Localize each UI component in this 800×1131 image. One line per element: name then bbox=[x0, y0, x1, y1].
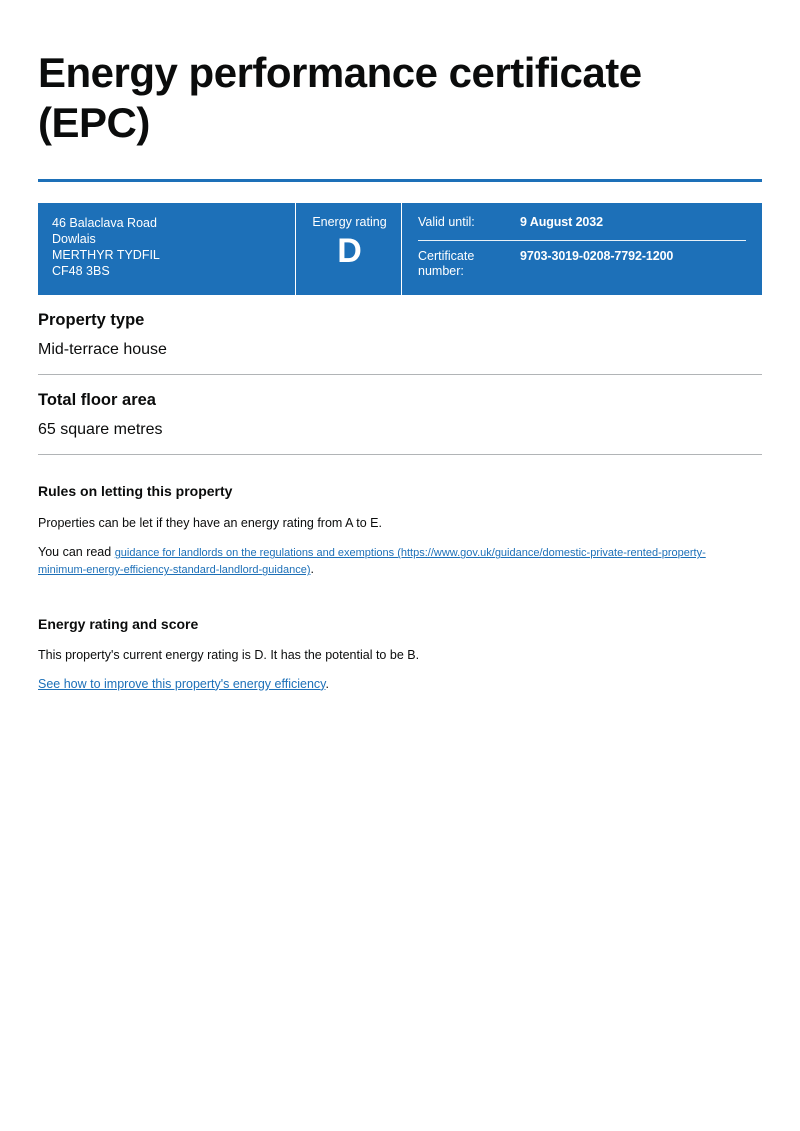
certificate-number-value: 9703-3019-0208-7792-1200 bbox=[520, 248, 674, 263]
energy-rating-section-paragraph: This property's current energy rating is D. It has the potential to be B. bbox=[38, 647, 420, 662]
valid-until-row bbox=[418, 215, 746, 231]
fact-total-floor-area bbox=[38, 375, 762, 455]
total-floor-area-value: 65 square metres bbox=[38, 420, 163, 438]
improve-efficiency-link[interactable]: See how to improve this property's energy efficiency bbox=[38, 676, 326, 691]
improve-suffix: . bbox=[325, 676, 329, 691]
section-energy-rating-and-score bbox=[38, 590, 762, 693]
energy-rating-block bbox=[296, 203, 402, 295]
improve-efficiency-paragraph bbox=[38, 676, 738, 693]
certificate-number-label: Certificate number: bbox=[418, 248, 475, 279]
letting-rules-paragraph: Properties can be let if they have an energy rating from A to E. bbox=[38, 516, 382, 531]
certificate-number-row bbox=[418, 249, 746, 280]
total-floor-area-heading: Total floor area bbox=[38, 390, 156, 409]
address-postcode: CF48 3BS bbox=[52, 264, 110, 279]
meta-divider bbox=[418, 240, 746, 241]
fact-property-type bbox=[38, 295, 762, 375]
address-line-3: MERTHYR TYDFIL bbox=[52, 248, 160, 263]
letting-rules-guidance bbox=[38, 544, 738, 578]
energy-rating-value: D bbox=[337, 232, 362, 271]
address-line-1: 46 Balaclava Road bbox=[52, 216, 157, 231]
valid-until-label: Valid until: bbox=[418, 215, 475, 230]
property-address bbox=[38, 203, 296, 295]
page-title: Energy performance certificate (EPC) bbox=[38, 49, 642, 146]
property-type-heading: Property type bbox=[38, 311, 145, 330]
guidance-prefix: You can read bbox=[38, 545, 115, 560]
property-type-value: Mid-terrace house bbox=[38, 340, 167, 358]
title-divider bbox=[38, 179, 762, 182]
epc-summary-banner bbox=[38, 203, 762, 295]
guidance-suffix: . bbox=[310, 562, 314, 577]
energy-rating-section-heading: Energy rating and score bbox=[38, 616, 199, 633]
letting-rules-heading: Rules on letting this property bbox=[38, 482, 233, 499]
section-letting-rules bbox=[38, 455, 762, 578]
landlord-guidance-link[interactable]: guidance for landlords on the regulations and exemptions (https://www.gov.uk/guidance/domestic-private-rented-property-minimum-energy-efficiency-standard-landlord-guidance) bbox=[38, 547, 706, 577]
energy-rating-label: Energy rating bbox=[312, 215, 387, 230]
address-line-2: Dowlais bbox=[52, 232, 96, 247]
valid-until-value: 9 August 2032 bbox=[520, 215, 603, 230]
certificate-meta bbox=[402, 203, 762, 295]
